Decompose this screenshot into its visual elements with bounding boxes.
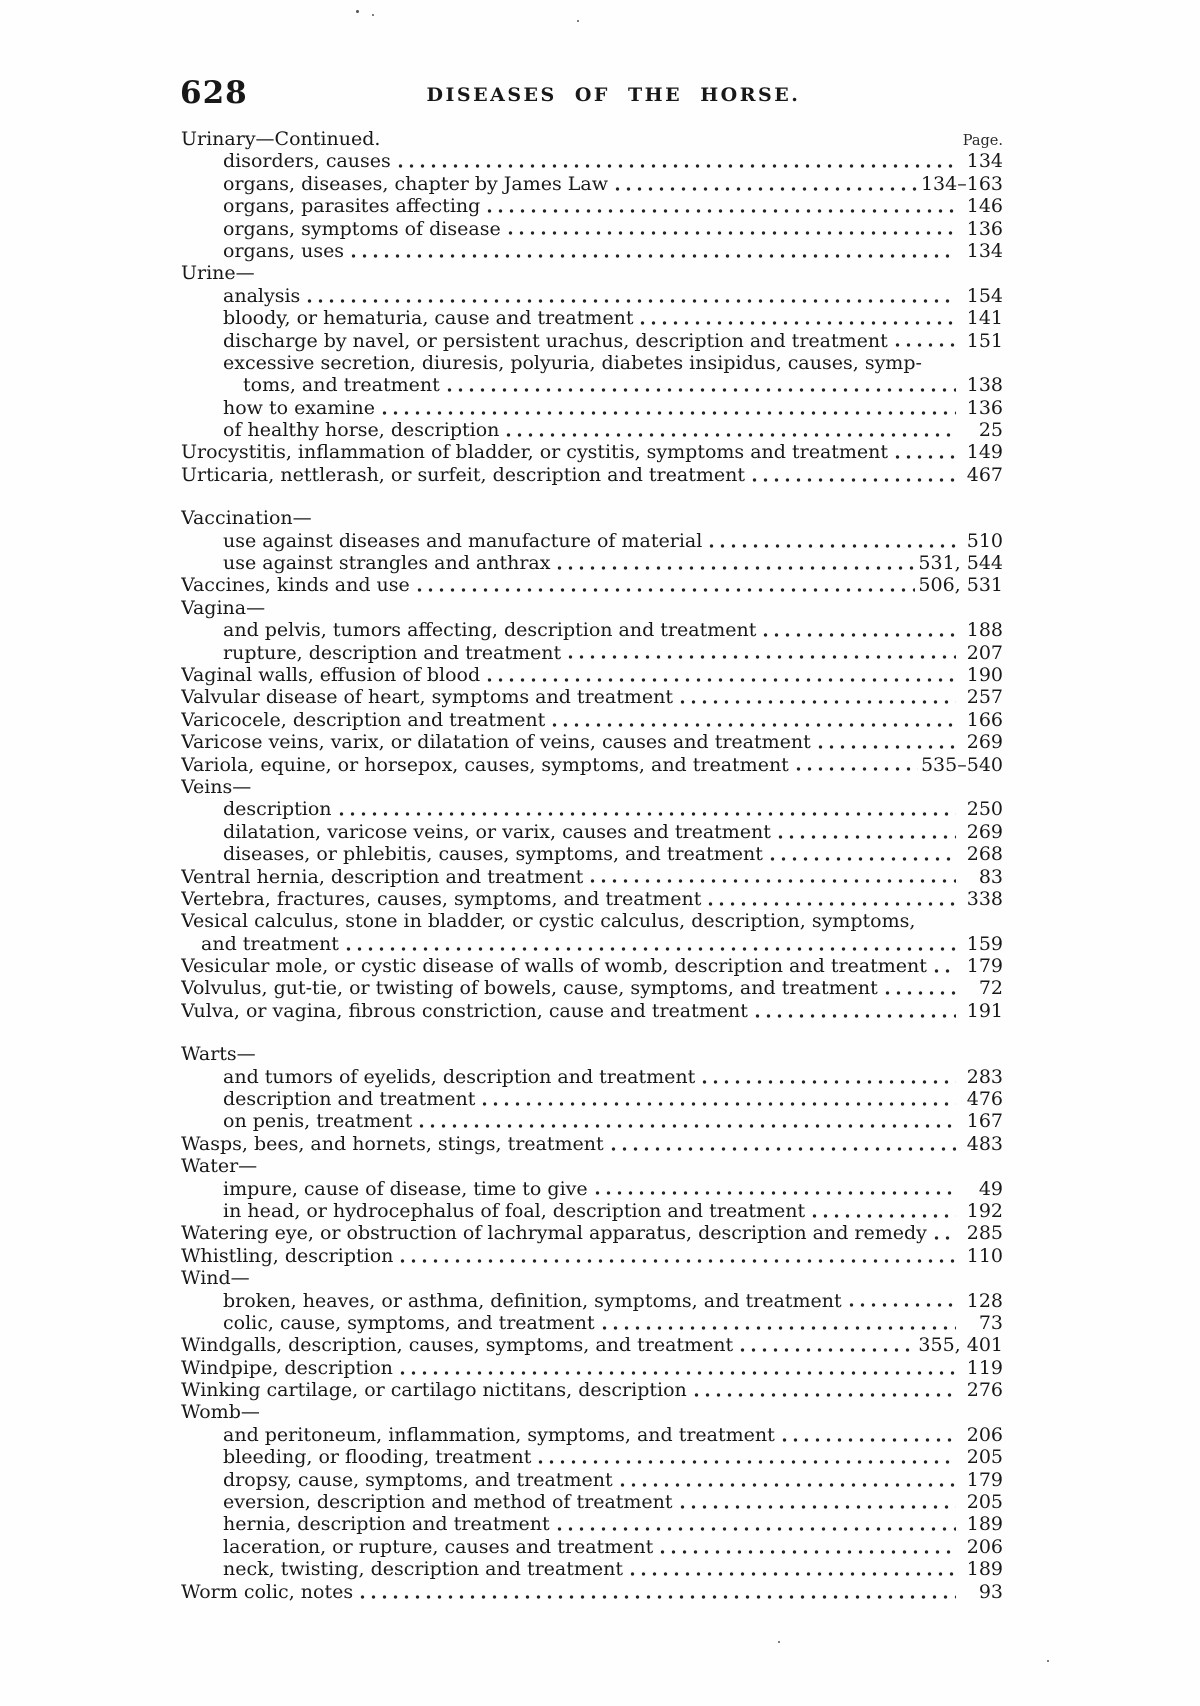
entry-text: Ventral hernia, description and treatment [181, 865, 584, 888]
entry-text: bleeding, or flooding, treatment [223, 1446, 532, 1469]
index-line [181, 597, 1003, 619]
dot-leader [779, 1424, 956, 1446]
index-line [181, 507, 1003, 529]
entry-text: neck, twisting, description and treatment [223, 1558, 624, 1581]
dot-leader [565, 642, 956, 664]
page-number: 207 [966, 641, 1003, 664]
dot-leader [775, 821, 956, 843]
entry-text: Valvular disease of heart, symptoms and treatment [181, 686, 673, 709]
index-line [181, 1513, 1003, 1535]
index-line [181, 552, 1003, 574]
page-number: 206 [966, 1423, 1003, 1446]
index-line [181, 1491, 1003, 1513]
page-number: 189 [966, 1513, 1003, 1536]
dot-leader [815, 731, 956, 753]
entry-text: how to examine [223, 396, 375, 419]
index-line [181, 1133, 1003, 1155]
page-number: 166 [966, 708, 1003, 731]
index-line [181, 195, 1003, 217]
index-line [181, 977, 1003, 999]
entry-text: Warts— [181, 1043, 256, 1066]
entry-text: Vaginal walls, effusion of blood [181, 663, 481, 686]
page-number: 138 [966, 374, 1003, 397]
dot-leader [931, 955, 956, 977]
page-number: 535–540 [920, 753, 1003, 776]
page-number: 154 [966, 284, 1003, 307]
index-list [181, 128, 1003, 1603]
dot-leader [882, 977, 956, 999]
dot-leader [336, 798, 956, 820]
dot-leader [677, 1491, 956, 1513]
page-number: 134 [966, 150, 1003, 173]
entry-text: and pelvis, tumors affecting, description and treatment [223, 619, 757, 642]
entry-text: Vaccination— [181, 507, 312, 530]
entry-text: excessive secretion, diuresis, polyuria, diabetes insipidus, causes, symp- [223, 351, 922, 374]
index-line [181, 240, 1003, 262]
dot-leader [505, 218, 956, 240]
page-number: 134–163 [920, 172, 1003, 195]
page-number: 205 [966, 1491, 1003, 1514]
index-line [181, 374, 1003, 396]
entry-text: Vertebra, fractures, causes, symptoms, and treatment [181, 887, 702, 910]
page-number: 136 [966, 396, 1003, 419]
dot-leader [397, 1357, 956, 1379]
entry-text: Variola, equine, or horsepox, causes, symptoms, and treatment [181, 753, 789, 776]
page-number: 269 [966, 731, 1003, 754]
entry-text: organs, parasites affecting [223, 195, 481, 218]
scan-speck [372, 14, 374, 16]
index-line [181, 218, 1003, 240]
entry-text: Vesicular mole, or cystic disease of walls of womb, description and treatment [181, 955, 927, 978]
entry-text: Watering eye, or obstruction of lachrymal apparatus, description and remedy [181, 1222, 927, 1245]
page-number: 146 [966, 195, 1003, 218]
entry-text: dropsy, cause, symptoms, and treatment [223, 1468, 613, 1491]
index-line [181, 1043, 1003, 1065]
index-line [181, 1066, 1003, 1088]
dot-leader [549, 709, 956, 731]
entry-text: Urticaria, nettlerash, or surfeit, description and treatment [181, 463, 745, 486]
dot-leader [535, 1446, 956, 1468]
index-line [181, 1088, 1003, 1110]
index-line [181, 1200, 1003, 1222]
entry-text: Varicocele, description and treatment [181, 708, 546, 731]
page-number: 73 [978, 1311, 1003, 1334]
entry-text: laceration, or rupture, causes and treatment [223, 1535, 654, 1558]
dot-leader [397, 1245, 956, 1267]
dot-leader [793, 754, 918, 776]
entry-text: description and treatment [223, 1088, 476, 1111]
entry-text: Womb— [181, 1401, 260, 1424]
index-line [181, 709, 1003, 731]
entry-text: disorders, causes [223, 150, 391, 173]
dot-leader [737, 1334, 915, 1356]
index-line [181, 619, 1003, 641]
index-line [181, 1379, 1003, 1401]
dot-leader [416, 1110, 956, 1132]
index-line [181, 1000, 1003, 1022]
page-number: 189 [966, 1558, 1003, 1581]
entry-text: Vaccines, kinds and use [181, 574, 410, 597]
page-number: 136 [966, 217, 1003, 240]
page-number: 205 [966, 1446, 1003, 1469]
entry-text: Windgalls, description, causes, symptoms, and treatment [181, 1334, 734, 1357]
entry-text: Urocystitis, inflammation of bladder, or cystitis, symptoms and treatment [181, 441, 889, 464]
entry-text: Whistling, description [181, 1244, 394, 1267]
scan-speck [778, 1641, 780, 1643]
page-number: 276 [966, 1379, 1003, 1402]
page-number: 83 [978, 865, 1003, 888]
dot-leader [699, 1066, 956, 1088]
dot-leader [691, 1379, 956, 1401]
entry-text: Wind— [181, 1267, 250, 1290]
entry-text: Volvulus, gut-tie, or twisting of bowels, cause, symptoms, and treatment [181, 977, 878, 1000]
index-line [181, 821, 1003, 843]
page-number: 206 [966, 1535, 1003, 1558]
section-gap [181, 1022, 1003, 1043]
entry-text: organs, symptoms of disease [223, 217, 501, 240]
index-line [181, 352, 1003, 374]
page-number: 141 [966, 307, 1003, 330]
dot-leader [705, 888, 956, 910]
entry-text: broken, heaves, or asthma, definition, symptoms, and treatment [223, 1289, 842, 1312]
index-line [181, 1558, 1003, 1580]
page-number: 531, 544 [918, 552, 1003, 575]
index-line [181, 441, 1003, 463]
entry-text: and peritoneum, inflammation, symptoms, and treatment [223, 1423, 775, 1446]
dot-leader [760, 619, 956, 641]
index-line [181, 330, 1003, 352]
index-line [181, 464, 1003, 486]
page-number: 269 [966, 820, 1003, 843]
entry-text: bloody, or hematuria, cause and treatment [223, 307, 634, 330]
dot-leader [637, 307, 956, 329]
dot-leader [503, 419, 956, 441]
dot-leader [554, 1513, 956, 1535]
index-line [181, 173, 1003, 195]
index-line [181, 1401, 1003, 1423]
page-number: 188 [966, 619, 1003, 642]
index-line [181, 1155, 1003, 1177]
index-line [181, 686, 1003, 708]
index-line [181, 1446, 1003, 1468]
dot-leader [612, 173, 918, 195]
page-number: 167 [966, 1110, 1003, 1133]
page-number: 159 [966, 932, 1003, 955]
entry-text: in head, or hydrocephalus of foal, description and treatment [223, 1199, 806, 1222]
dot-leader [608, 1133, 956, 1155]
dot-leader [617, 1469, 956, 1491]
index-line [181, 933, 1003, 955]
dot-leader [444, 374, 956, 396]
dot-leader [479, 1088, 956, 1110]
entry-text: Worm colic, notes [181, 1580, 354, 1603]
entry-text: Varicose veins, varix, or dilatation of veins, causes and treatment [181, 731, 811, 754]
page-number: 506, 531 [918, 574, 1003, 597]
dot-leader [304, 285, 956, 307]
index-line [181, 776, 1003, 798]
dot-leader [379, 397, 956, 419]
index-line [181, 866, 1003, 888]
page-number: 119 [966, 1356, 1003, 1379]
page-number: 268 [966, 843, 1003, 866]
index-line [181, 530, 1003, 552]
page-number: 49 [978, 1177, 1003, 1200]
running-title: DISEASES OF THE HORSE. [426, 84, 801, 106]
dot-leader [931, 1222, 956, 1244]
page-number: 483 [966, 1132, 1003, 1155]
dot-leader [395, 150, 956, 172]
page-column-label: Page. [962, 133, 1003, 149]
index-line [181, 307, 1003, 329]
dot-leader [846, 1290, 956, 1312]
page-number: 93 [978, 1580, 1003, 1603]
scan-speck [1047, 1660, 1049, 1662]
page-number: 250 [966, 798, 1003, 821]
continued-heading-row [181, 128, 1003, 150]
entry-text: and tumors of eyelids, description and treatment [223, 1065, 696, 1088]
scan-speck [356, 10, 359, 13]
dot-leader [657, 1536, 956, 1558]
dot-leader [484, 195, 956, 217]
page-number: 151 [966, 329, 1003, 352]
index-line [181, 262, 1003, 284]
index-line [181, 1267, 1003, 1289]
index-line [181, 1290, 1003, 1312]
index-line [181, 798, 1003, 820]
dot-leader [809, 1200, 956, 1222]
index-line [181, 1469, 1003, 1491]
index-line [181, 1581, 1003, 1603]
entry-text: colic, cause, symptoms, and treatment [223, 1311, 595, 1334]
index-line [181, 1178, 1003, 1200]
entry-text: organs, uses [223, 239, 345, 262]
index-line [181, 397, 1003, 419]
page-number: 283 [966, 1065, 1003, 1088]
page-number: 72 [978, 977, 1003, 1000]
dot-leader [892, 330, 956, 352]
folio-number: 628 [180, 75, 248, 111]
dot-leader [599, 1312, 956, 1334]
dot-leader [752, 1000, 956, 1022]
index-line [181, 1245, 1003, 1267]
entry-text: use against diseases and manufacture of material [223, 529, 703, 552]
index-line [181, 955, 1003, 977]
entry-text: toms, and treatment [243, 374, 440, 397]
entry-text: Water— [181, 1155, 258, 1178]
entry-text: discharge by navel, or persistent urachus, description and treatment [223, 329, 888, 352]
entry-text: hernia, description and treatment [223, 1513, 550, 1536]
page-number: 510 [966, 529, 1003, 552]
page-number: 476 [966, 1088, 1003, 1111]
page-number: 192 [966, 1199, 1003, 1222]
index-line [181, 1110, 1003, 1132]
entry-text: eversion, description and method of treatment [223, 1491, 673, 1514]
dot-leader [592, 1178, 956, 1200]
entry-text: Windpipe, description [181, 1356, 393, 1379]
page-number: 134 [966, 239, 1003, 262]
dot-leader [767, 843, 956, 865]
index-line [181, 1222, 1003, 1244]
continued-heading: Urinary—Continued. [181, 128, 381, 150]
page-header [180, 76, 1002, 110]
page-number: 257 [966, 686, 1003, 709]
entry-text: description [223, 798, 332, 821]
entry-text: dilatation, varicose veins, or varix, causes and treatment [223, 820, 771, 843]
index-line [181, 754, 1003, 776]
index-line [181, 1334, 1003, 1356]
dot-leader [677, 686, 956, 708]
dot-leader [348, 240, 956, 262]
page-number: 128 [966, 1289, 1003, 1312]
entry-text: Urine— [181, 262, 255, 285]
page-number: 110 [966, 1244, 1003, 1267]
page-number: 355, 401 [918, 1334, 1003, 1357]
entry-text: rupture, description and treatment [223, 641, 562, 664]
index-line [181, 642, 1003, 664]
entry-text: analysis [223, 284, 301, 307]
page-number: 285 [966, 1222, 1003, 1245]
entry-text: on penis, treatment [223, 1110, 413, 1133]
index-line [181, 664, 1003, 686]
entry-text: impure, cause of disease, time to give [223, 1177, 588, 1200]
entry-text: diseases, or phlebitis, causes, symptoms, and treatment [223, 843, 763, 866]
dot-leader [357, 1581, 956, 1603]
index-line [181, 910, 1003, 932]
entry-text: Vulva, or vagina, fibrous constriction, cause and treatment [181, 999, 748, 1022]
page-number: 190 [966, 663, 1003, 686]
index-line [181, 1312, 1003, 1334]
entry-text: of healthy horse, description [223, 419, 500, 442]
entry-text: organs, diseases, chapter by James Law [223, 172, 608, 195]
index-line [181, 574, 1003, 596]
page-number: 179 [966, 1468, 1003, 1491]
index-line [181, 1357, 1003, 1379]
dot-leader [706, 530, 956, 552]
entry-text: use against strangles and anthrax [223, 552, 551, 575]
scan-speck [577, 20, 579, 22]
page-number: 179 [966, 955, 1003, 978]
page-number: 149 [966, 441, 1003, 464]
dot-leader [554, 552, 915, 574]
dot-leader [587, 866, 956, 888]
index-line [181, 1424, 1003, 1446]
page-number: 338 [966, 887, 1003, 910]
dot-leader [627, 1558, 956, 1580]
index-line [181, 285, 1003, 307]
dot-leader [749, 464, 956, 486]
index-line [181, 150, 1003, 172]
index-line [181, 1536, 1003, 1558]
section-gap [181, 486, 1003, 507]
index-line [181, 731, 1003, 753]
index-line [181, 888, 1003, 910]
page-number: 191 [966, 999, 1003, 1022]
dot-leader [892, 441, 956, 463]
dot-leader [414, 574, 916, 596]
dot-leader [484, 664, 956, 686]
index-line [181, 843, 1003, 865]
entry-text: Winking cartilage, or cartilago nictitans, description [181, 1379, 687, 1402]
entry-text: Veins— [181, 775, 252, 798]
dot-leader [343, 933, 956, 955]
page-number: 25 [978, 419, 1003, 442]
entry-text: and treatment [201, 932, 339, 955]
entry-text: Vesical calculus, stone in bladder, or cystic calculus, description, symptoms, [181, 910, 916, 933]
entry-text: Wasps, bees, and hornets, stings, treatment [181, 1132, 604, 1155]
index-line [181, 419, 1003, 441]
page-number: 467 [966, 463, 1003, 486]
entry-text: Vagina— [181, 596, 266, 619]
